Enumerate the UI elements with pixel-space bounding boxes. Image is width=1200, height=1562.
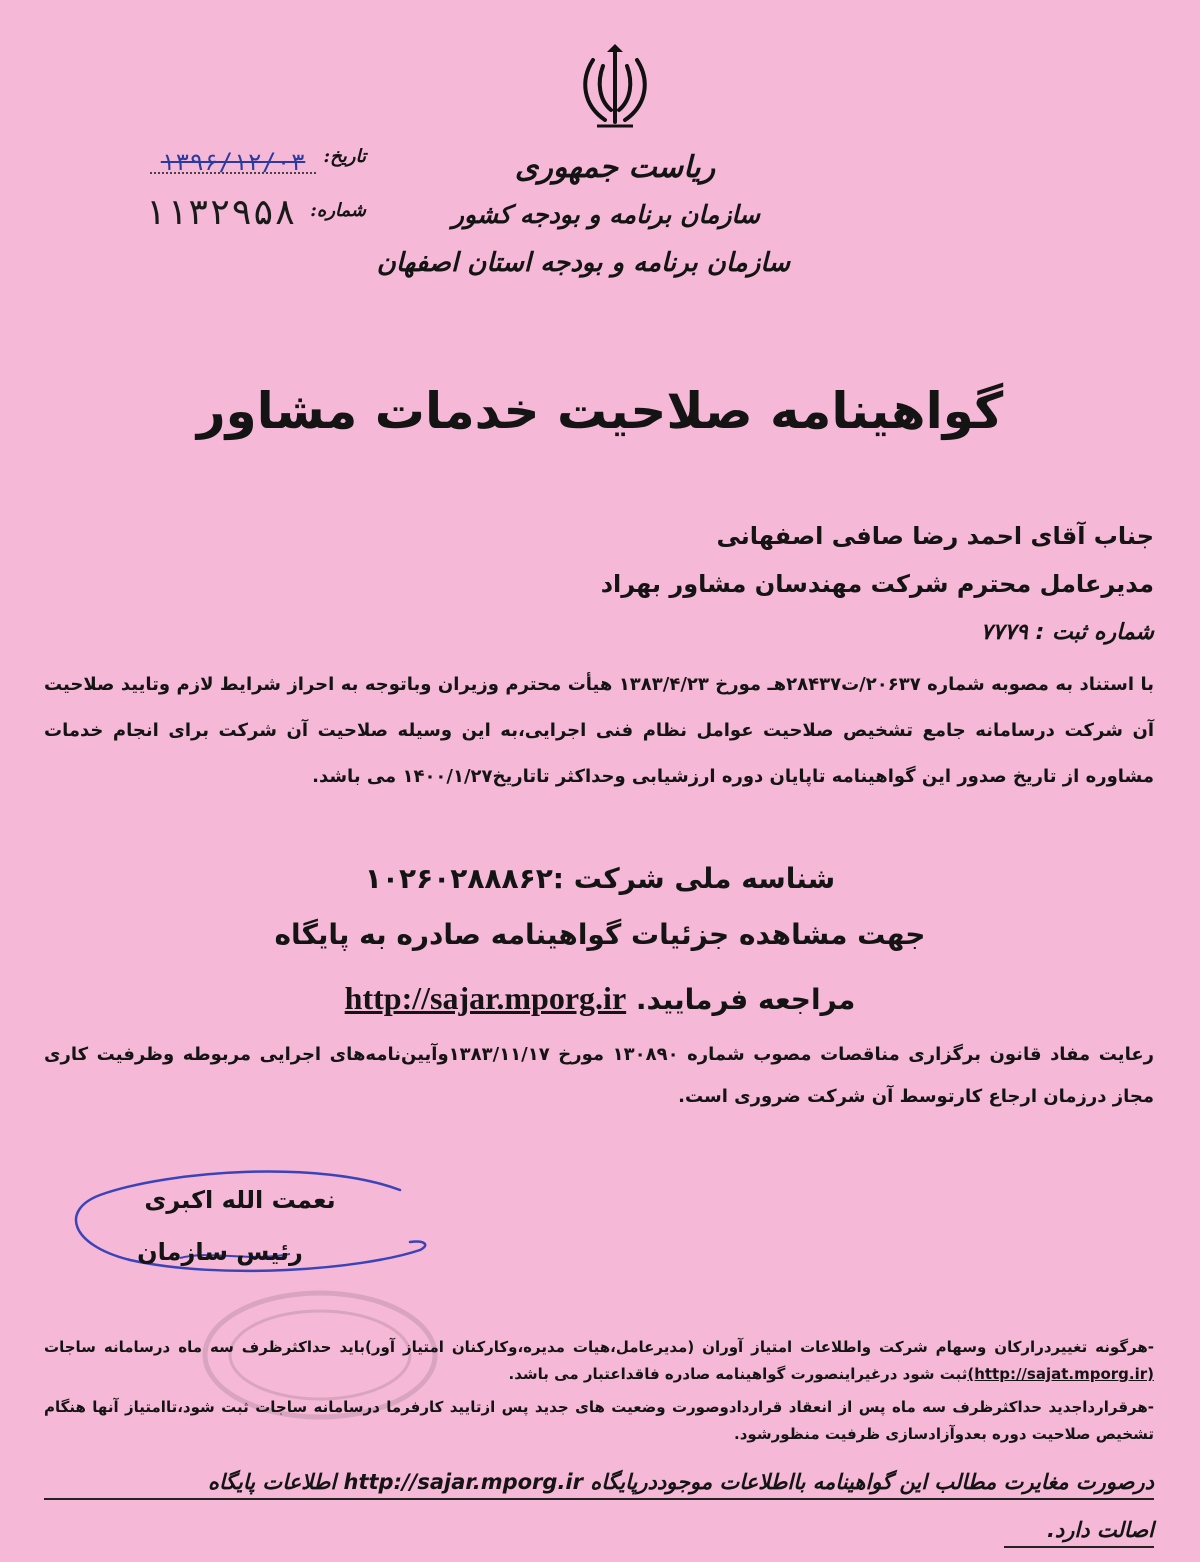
handwritten-signature (60, 1150, 440, 1300)
number-value: ۱۱۳۲۹۵۸ (144, 192, 296, 233)
registration-number: شماره ثبت : ۷۷۷۹ (980, 620, 1154, 645)
view-details-text: جهت مشاهده جزئیات گواهینامه صادره به پایگاه (274, 918, 926, 951)
signatory-name: نعمت الله اکبری (144, 1186, 336, 1214)
iran-emblem-icon (575, 40, 655, 130)
recipient-name: جناب آقای احمد رضا صافی اصفهانی (716, 522, 1154, 550)
regulation-paragraph: رعایت مفاد قانون برگزاری مناقصات مصوب شماره ۱۳۰۸۹۰ مورخ ۱۳۸۳/۱۱/۱۷وآیین‌نامه‌های اجرایی مربوطه وظرفیت کاری مجاز درزمان ارجاع کارتوسط آن شرکت ضروری است. (44, 1044, 1154, 1107)
note-1-text-a: -هرگونه تغییردرارکان وسهام شرکت واطلاعات امتیاز آوران (مدیرعامل،هیات مدیره،وکارکنان امتیاز آور)باید حداکثرظرف سه ماه درسامانه ساجات (44, 1338, 1154, 1356)
portal-suffix: مراجعه فرمایید. (635, 983, 856, 1016)
date-label: تاریخ: (323, 146, 366, 167)
portal-link[interactable]: http://sajar.mporg.ir (344, 980, 627, 1016)
note-1-text-b: ثبت شود درغیراینصورت گواهینامه صادره فاقداعتبار می باشد. (508, 1365, 968, 1383)
recipient-role: مدیرعامل محترم شرکت مهندسان مشاور بهراد (600, 570, 1154, 598)
header-budget-organization: سازمان برنامه و بودجه کشور (451, 200, 760, 229)
number-label: شماره: (310, 200, 366, 221)
national-id: شناسه ملی شرکت :۱۰۲۶۰۲۸۸۸۶۲ (364, 862, 836, 895)
note-2: -هرقرارداجدید حداکثرظرف سه ماه پس از انعقاد قراردادوصورت وضعیت های جدید پس ازتایید کارفرما درسامانه ساجات ثبت شود،تاامتیاز آنها هنگام تشخیص صلاحیت دوره بعدوآزادسازی ظرفیت منظورشود. (44, 1398, 1154, 1443)
footer-statement-end: اصالت دارد. (1004, 1518, 1154, 1548)
header-isfahan-budget-organization: سازمان برنامه و بودجه استان اصفهان (376, 248, 790, 278)
certificate-paragraph: با استناد به مصوبه شماره ۲۰۶۳۷/ت۲۸۴۳۷هـ مورخ ۱۳۸۳/۴/۲۳ هیأت محترم وزیران وباتوجه به احراز شرایط لازم وتایید صلاحیت آن شرکت درسامانه جامع تشخیص صلاحیت عوامل نظام فنی اجرایی،به این وسیله صلاحیت آن شرکت برای انجام خدمات مشاوره از تاریخ صدور این گواهینامه تاپایان دوره ارزشیابی وحداکثر تاتاریخ۱۴۰۰/۱/۲۷ می باشد. (44, 674, 1154, 787)
footer-statement: درصورت مغایرت مطالب این گواهینامه بااطلاعات موجوددرپایگاه http://sajar.mporg.ir اطلاعات پایگاه (44, 1470, 1154, 1500)
date-value: ۱۳۹۶/۱۲/۰۳ (160, 148, 306, 176)
note-1-link[interactable]: (http://sajat.mporg.ir) (967, 1365, 1154, 1383)
note-1 (44, 1334, 1154, 1388)
portal-line (150, 980, 1050, 1017)
header-presidency: ریاست جمهوری (514, 150, 716, 185)
signatory-title: رئیس سازمان (137, 1238, 303, 1266)
document-title: گواهینامه صلاحیت خدمات مشاور (196, 382, 1004, 440)
